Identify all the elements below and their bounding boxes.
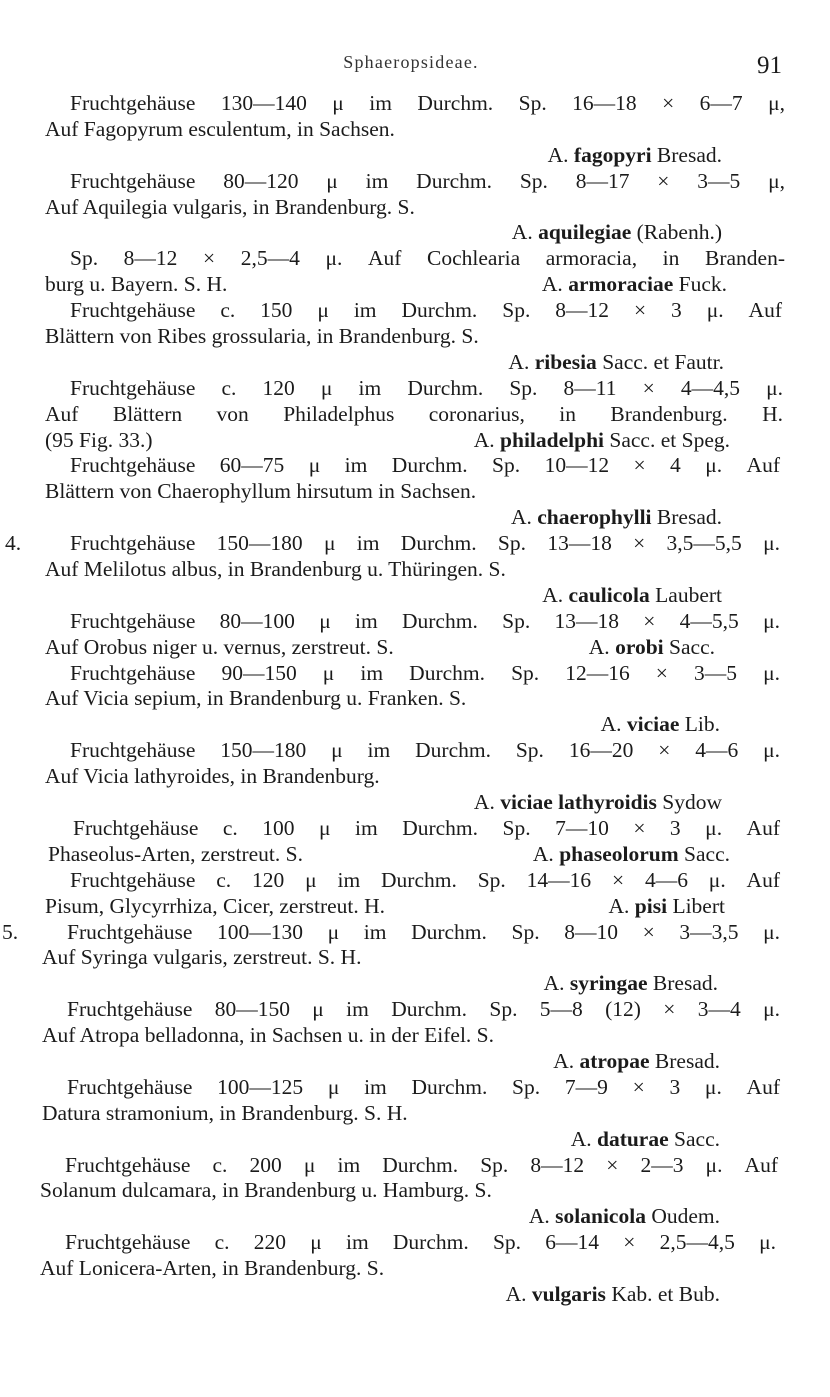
entry-text: Fruchtgehäuse 100—125 μ im Durchm. Sp. 7—9 × 3 μ. Auf [67, 1074, 780, 1099]
page-header [40, 48, 782, 84]
species-epithet: fagopyri [573, 142, 652, 167]
entry-description-line [45, 868, 780, 894]
species-genus-abbrev: A. [508, 349, 530, 374]
species-entry [45, 738, 780, 816]
entry-host-line [42, 1101, 780, 1127]
species-epithet: phaseolorum [559, 841, 679, 866]
entry-text: Fruchtgehäuse c. 100 μ im Durchm. Sp. 7—10 × 3 μ. Auf [73, 815, 780, 840]
entry-text: Auf Vicia sepium, in Brandenburg u. Franken. S. [45, 686, 467, 711]
species-genus-abbrev: A. [600, 712, 622, 737]
entry-text: Sp. 8—12 × 2,5—4 μ. Auf Cochlearia armoracia, in Branden- [70, 246, 785, 271]
species-entry [40, 1153, 778, 1231]
entry-text: Auf Fagopyrum esculentum, in Sachsen. [45, 116, 395, 141]
entry-description-line [5, 531, 780, 557]
species-author: Bresad. [656, 505, 722, 530]
species-genus-abbrev: A. [473, 427, 495, 452]
species-name [45, 583, 780, 609]
entry-host-line [45, 764, 780, 790]
entry-host-line [48, 842, 780, 868]
entry-host-line [40, 1178, 778, 1204]
entry-text: Auf Syringa vulgaris, zerstreut. S. H. [42, 945, 362, 970]
page-number: 91 [757, 52, 782, 79]
entry-description-line [45, 738, 780, 764]
entry-number: 5. [2, 919, 19, 944]
species-author: Laubert [655, 582, 722, 607]
species-entry [45, 453, 780, 531]
entry-host-line [42, 945, 780, 971]
entry-text: Auf Aquilegia vulgaris, in Brandenburg. S. [45, 194, 415, 219]
entry-text: Fruchtgehäuse c. 220 μ im Durchm. Sp. 6—14 × 2,5—4,5 μ. [65, 1230, 776, 1255]
entry-text: Fruchtgehäuse 150—180 μ im Durchm. Sp. 13—18 × 3,5—5,5 μ. [70, 531, 780, 556]
entry-description-line [48, 816, 780, 842]
species-genus-abbrev: A. [511, 220, 533, 245]
species-name [45, 505, 780, 531]
entry-text: Auf Lonicera-Arten, in Brandenburg. S. [40, 1256, 385, 1281]
entry-text: Fruchtgehäuse 80—100 μ im Durchm. Sp. 13—18 × 4—5,5 μ. [70, 608, 780, 633]
entry-number: 4. [5, 531, 22, 556]
species-genus-abbrev: A. [541, 272, 563, 297]
entry-text: Blättern von Chaerophyllum hirsutum in Sachsen. [45, 479, 477, 504]
entry-host-line [45, 117, 785, 143]
species-genus-abbrev: A. [473, 790, 495, 815]
species-author: Lib. [684, 712, 720, 737]
species-epithet: pisi [634, 893, 668, 918]
species-entry [48, 816, 780, 868]
species-genus-abbrev: A. [543, 971, 565, 996]
entry-text: Fruchtgehäuse c. 120 μ im Durchm. Sp. 14—16 × 4—6 μ. Auf [70, 867, 780, 892]
entry-text: Fruchtgehäuse c. 200 μ im Durchm. Sp. 8—12 × 2—3 μ. Auf [65, 1152, 778, 1177]
species-name [45, 220, 785, 246]
species-name [45, 712, 780, 738]
species-author: Oudem. [651, 1204, 720, 1229]
entry-text: Fruchtgehäuse c. 150 μ im Durchm. Sp. 8—12 × 3 μ. Auf [70, 298, 782, 323]
species-genus-abbrev: A. [532, 841, 554, 866]
entry-description-line [45, 91, 785, 117]
species-entry [5, 531, 780, 609]
species-epithet: caulicola [568, 582, 650, 607]
entry-host-line [45, 686, 780, 712]
species-author: Libert [672, 893, 725, 918]
entry-text: Solanum dulcamara, in Brandenburg u. Hamburg. S. [40, 1178, 492, 1203]
species-name [533, 842, 730, 868]
entry-text: Blättern von Ribes grossularia, in Brandenburg. S. [45, 324, 479, 349]
entry-text: Fruchtgehäuse c. 120 μ im Durchm. Sp. 8—11 × 4—4,5 μ. [70, 375, 783, 400]
species-epithet: daturae [596, 1126, 669, 1151]
species-name [45, 350, 782, 376]
entry-host-line [45, 428, 783, 454]
species-author: Fuck. [678, 272, 727, 297]
species-name [40, 1282, 776, 1308]
entry-description-line [45, 661, 780, 687]
species-author: Sacc. [669, 634, 715, 659]
species-genus-abbrev: A. [528, 1204, 550, 1229]
species-name [474, 428, 730, 454]
entry-host-line [45, 894, 780, 920]
running-title: Sphaeropsideae. [343, 52, 479, 72]
entry-text: Auf Blättern von Philadelphus coronarius, in Brandenburg. H. [45, 401, 783, 426]
species-entry [45, 376, 783, 454]
species-epithet: orobi [615, 634, 664, 659]
entry-text: Auf Atropa belladonna, in Sachsen u. in der Eifel. S. [42, 1023, 494, 1048]
entry-host-line [45, 324, 782, 350]
entry-description-line [42, 1075, 780, 1101]
species-author: Sydow [662, 790, 722, 815]
species-epithet: ribesia [534, 349, 597, 374]
species-epithet: vulgaris [531, 1281, 606, 1306]
entry-text: Fruchtgehäuse 130—140 μ im Durchm. Sp. 16—18 × 6—7 μ, [70, 91, 785, 115]
species-author: Sacc. [684, 841, 730, 866]
species-entry [42, 997, 780, 1075]
species-entry [40, 1230, 776, 1308]
species-entries [0, 91, 830, 1308]
entry-host-line [40, 1256, 776, 1282]
species-epithet: solanicola [555, 1204, 646, 1229]
entry-host-line [45, 557, 780, 583]
entry-host-line [42, 1023, 780, 1049]
species-author: Bresad. [654, 1048, 720, 1073]
entry-host-line [45, 479, 780, 505]
species-entry [45, 246, 785, 298]
entry-description-line [45, 298, 782, 324]
species-author: Bresad. [656, 142, 722, 167]
entry-text: Fruchtgehäuse 90—150 μ im Durchm. Sp. 12—16 × 3—5 μ. [70, 660, 780, 685]
species-name [42, 1049, 780, 1075]
species-epithet: chaerophylli [537, 505, 652, 530]
entry-text: Fruchtgehäuse 150—180 μ im Durchm. Sp. 16—20 × 4—6 μ. [70, 738, 780, 763]
species-entry [45, 661, 780, 739]
entry-text: (95 Fig. 33.) [45, 427, 153, 452]
entry-description-line [45, 609, 780, 635]
species-author: Kab. et Bub. [611, 1281, 720, 1306]
species-entry [45, 169, 785, 247]
species-entry [45, 298, 782, 376]
entry-text: Auf Orobus niger u. vernus, zerstreut. S. [45, 634, 394, 659]
entry-description-line [45, 169, 785, 195]
entry-description-line [42, 997, 780, 1023]
entry-host-line [45, 195, 785, 221]
species-genus-abbrev: A. [553, 1048, 575, 1073]
species-genus-abbrev: A. [510, 505, 532, 530]
species-name [42, 971, 780, 997]
species-genus-abbrev: A. [547, 142, 569, 167]
species-entry [45, 868, 780, 920]
species-genus-abbrev: A. [588, 634, 610, 659]
species-entry [42, 1075, 780, 1153]
species-genus-abbrev: A. [608, 893, 630, 918]
entry-text: Fruchtgehäuse 60—75 μ im Durchm. Sp. 10—12 × 4 μ. Auf [70, 453, 780, 478]
species-author: (Rabenh.) [636, 220, 722, 245]
species-epithet: armoraciae [568, 272, 674, 297]
species-name [609, 894, 725, 920]
species-author: Sacc. [674, 1126, 720, 1151]
species-epithet: viciae lathyroidis [500, 790, 657, 815]
entry-text: Phaseolus-Arten, zerstreut. S. [48, 841, 303, 866]
entry-host-line [45, 272, 785, 298]
species-entry [45, 91, 785, 169]
species-genus-abbrev: A. [505, 1281, 527, 1306]
species-epithet: viciae [626, 712, 680, 737]
species-name [45, 790, 780, 816]
species-epithet: aquilegiae [538, 220, 632, 245]
species-name [42, 1127, 780, 1153]
entry-text: Fruchtgehäuse 80—150 μ im Durchm. Sp. 5—8 (12) × 3—4 μ. [67, 997, 780, 1022]
species-name [589, 635, 715, 661]
entry-host-line [45, 402, 783, 428]
species-entry [45, 609, 780, 661]
entry-description-line [2, 919, 780, 946]
entry-description-line [45, 246, 785, 272]
entry-text: Fruchtgehäuse 80—120 μ im Durchm. Sp. 8—17 × 3—5 μ, [70, 168, 785, 193]
species-author: Sacc. et Fautr. [602, 349, 724, 374]
species-entry [2, 919, 780, 998]
entry-text: Pisum, Glycyrrhiza, Cicer, zerstreut. H. [45, 893, 386, 918]
entry-text: Fruchtgehäuse 100—130 μ im Durchm. Sp. 8—10 × 3—3,5 μ. [67, 919, 780, 944]
species-name [542, 272, 727, 298]
species-author: Bresad. [652, 971, 718, 996]
entry-host-line [45, 635, 780, 661]
species-genus-abbrev: A. [542, 582, 564, 607]
entry-text: burg u. Bayern. S. H. [45, 272, 228, 297]
entry-description-line [40, 1230, 776, 1256]
entry-description-line [40, 1153, 778, 1179]
entry-text: Auf Vicia lathyroides, in Brandenburg. [45, 764, 380, 789]
species-genus-abbrev: A. [570, 1126, 592, 1151]
entry-description-line [45, 376, 783, 402]
species-epithet: atropae [579, 1048, 650, 1073]
entry-text: Datura stramonium, in Brandenburg. S. H. [42, 1100, 408, 1125]
entry-description-line [45, 453, 780, 479]
species-author: Sacc. et Speg. [609, 427, 730, 452]
species-epithet: philadelphi [500, 427, 605, 452]
species-name [40, 1204, 778, 1230]
species-name [45, 143, 785, 169]
entry-text: Auf Melilotus albus, in Brandenburg u. Thüringen. S. [45, 557, 506, 582]
species-epithet: syringae [569, 971, 648, 996]
